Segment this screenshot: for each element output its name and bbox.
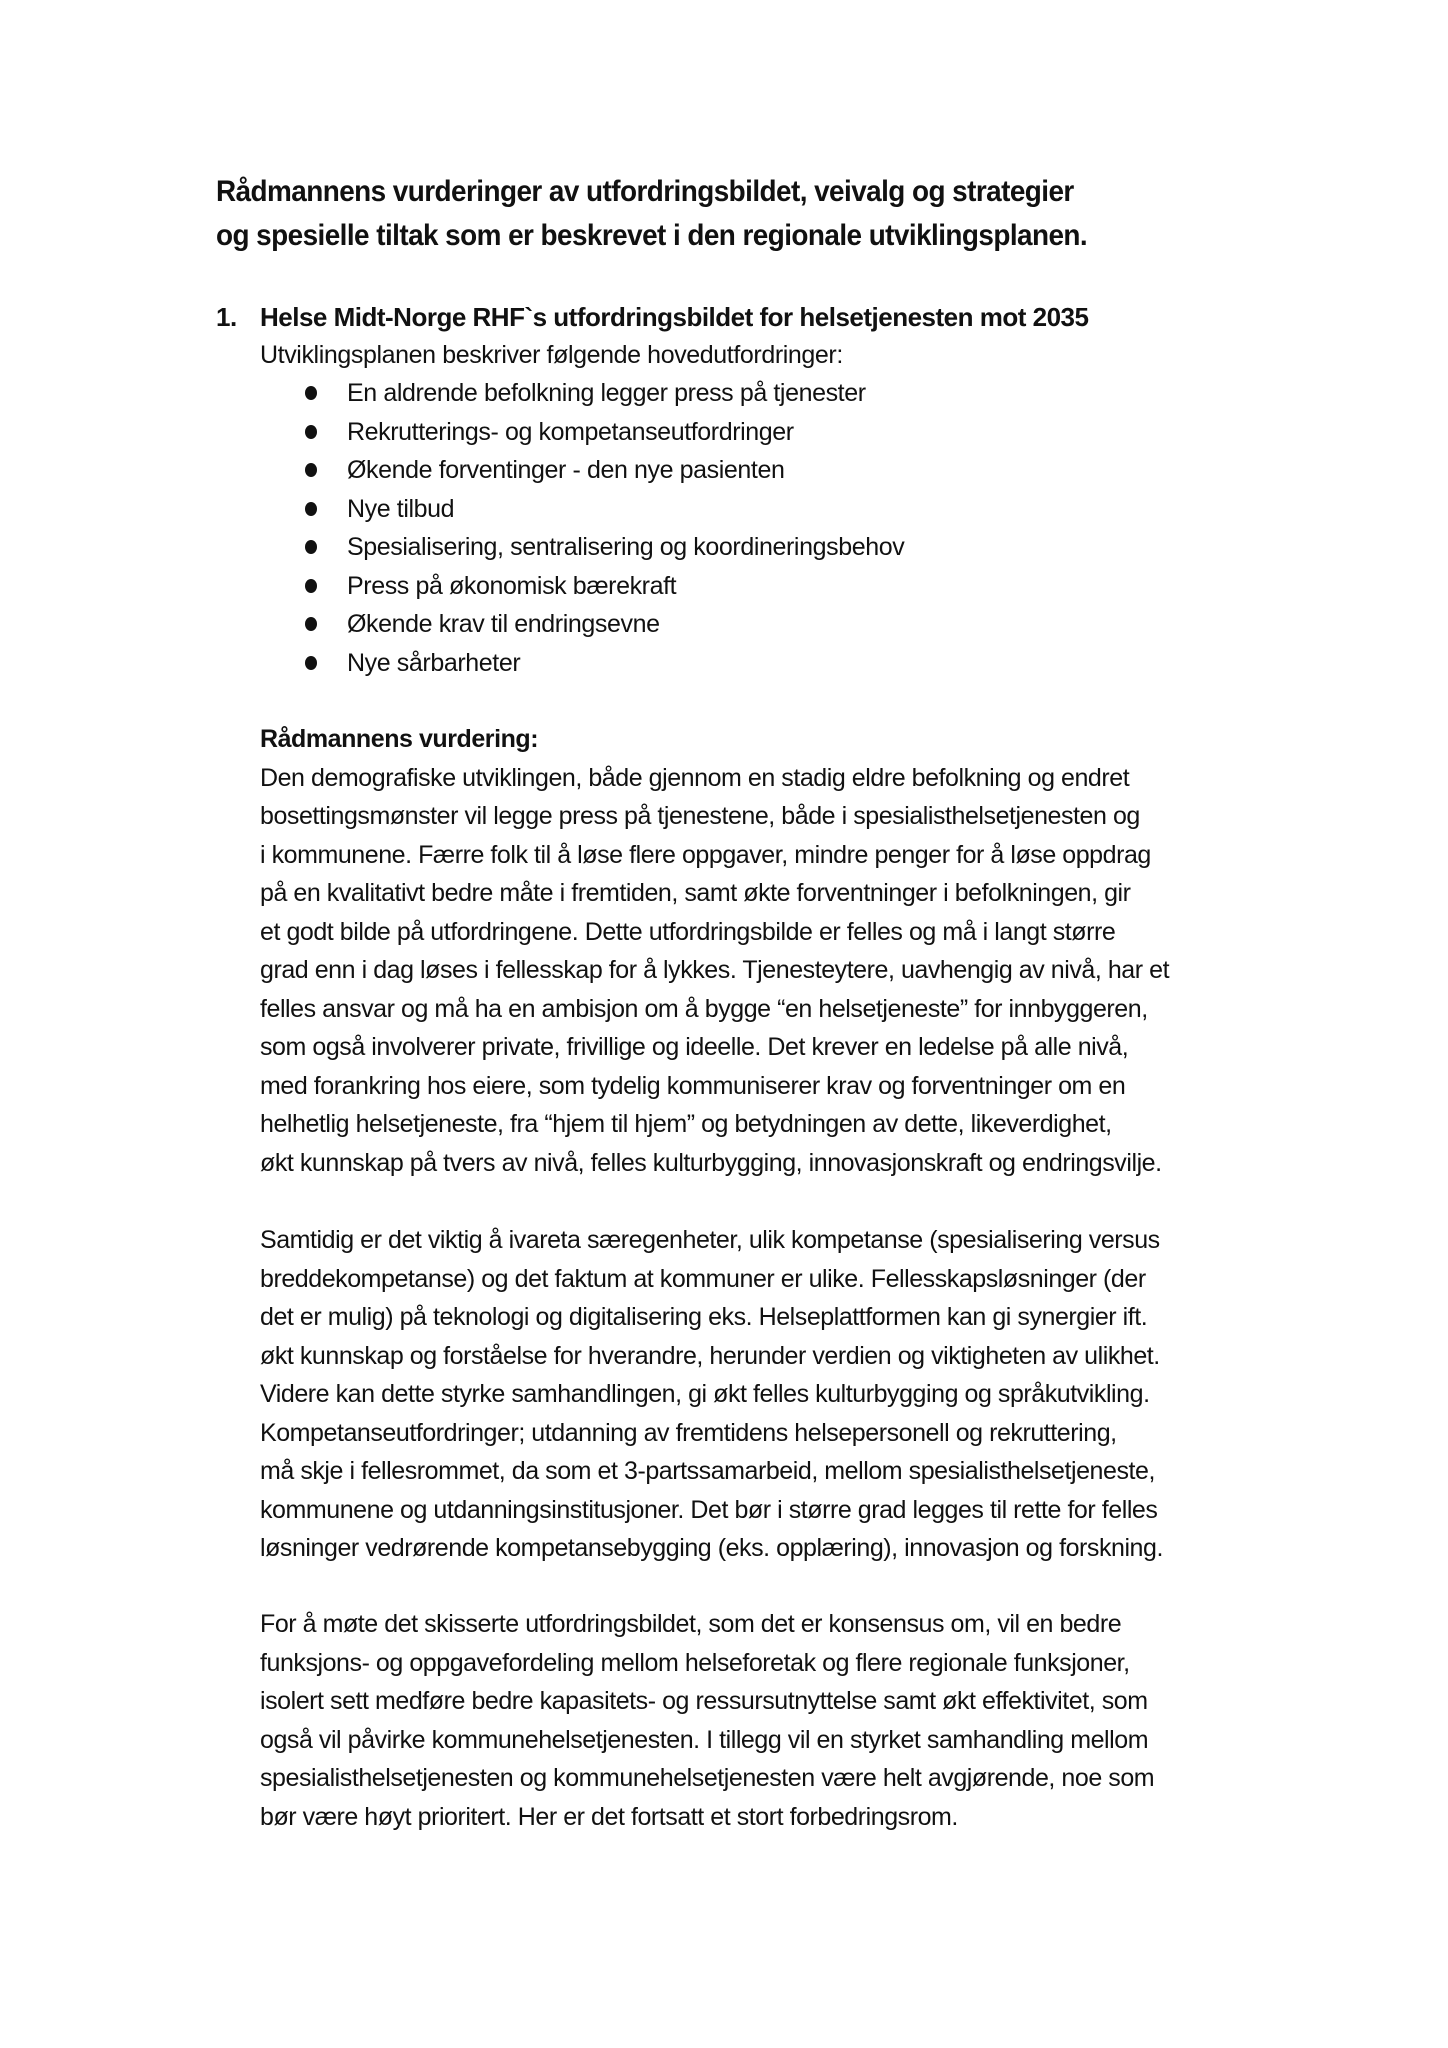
text-line: det er mulig) på teknologi og digitalisering eks. Helseplattformen kan gi synergier ift. <box>260 1303 1148 1331</box>
text-line: med forankring hos eiere, som tydelig kommuniserer krav og forventninger om en <box>260 1071 1126 1100</box>
bullet-icon <box>305 579 317 593</box>
assessment-heading: Rådmannens vurdering: <box>260 725 539 753</box>
title-line: og spesielle tiltak som er beskrevet i den regionale utviklingsplanen. <box>216 219 1088 252</box>
text-line: et godt bilde på utfordringene. Dette utfordringsbilde er felles og må i langt større <box>260 917 1116 946</box>
text-line: bosettingsmønster vil legge press på tjenestene, både i spesialisthelsetjenesten og <box>260 802 1140 830</box>
paragraph-3 <box>260 1605 1320 1836</box>
list-item-text: En aldrende befolkning legger press på tjenester <box>347 379 866 407</box>
bullet-icon <box>305 617 317 631</box>
challenges-list <box>305 374 1316 682</box>
list-item-text: Økende forventinger - den nye pasienten <box>347 456 785 484</box>
section-heading <box>216 298 1316 336</box>
list-item <box>305 567 1316 606</box>
paragraph-1 <box>260 759 1320 1183</box>
text-line: helhetlig helsetjeneste, fra “hjem til hjem” og betydningen av dette, likeverdighet, <box>260 1110 1112 1138</box>
list-item-text: Rekrutterings- og kompetanseutfordringer <box>347 417 794 446</box>
list-item <box>305 528 1316 567</box>
text-line: økt kunnskap og forståelse for hverandre, herunder verdien og viktigheten av ulikhet. <box>260 1341 1160 1370</box>
text-line: som også involverer private, frivillige og ideelle. Det krever en ledelse på alle nivå, <box>260 1033 1129 1061</box>
bullet-icon <box>305 502 317 516</box>
list-item <box>305 490 1316 529</box>
section-heading-text: Helse Midt-Norge RHF`s utfordringsbildet for helsetjenesten mot 2035 <box>260 302 1089 332</box>
text-line: funksjons- og oppgavefordeling mellom helseforetak og flere regionale funksjoner, <box>260 1648 1130 1677</box>
title-line: Rådmannens vurderinger av utfordringsbildet, veivalg og strategier <box>216 175 1074 208</box>
list-item-text: Nye sårbarheter <box>347 648 521 677</box>
text-line: Kompetanseutfordringer; utdanning av fremtidens helsepersonell og rekruttering, <box>260 1418 1117 1447</box>
text-line: For å møte det skisserte utfordringsbildet, som det er konsensus om, vil en bedre <box>260 1610 1122 1638</box>
section-intro: Utviklingsplanen beskriver følgende hovedutfordringer: <box>260 341 843 369</box>
bullet-icon <box>305 656 317 670</box>
text-line: Videre kan dette styrke samhandlingen, gi økt felles kulturbygging og språkutvikling. <box>260 1380 1150 1408</box>
text-line: Samtidig er det viktig å ivareta særegenheter, ulik kompetanse (spesialisering versus <box>260 1226 1160 1254</box>
list-item <box>305 605 1316 644</box>
text-line: kommunene og utdanningsinstitusjoner. Det bør i større grad legges til rette for felles <box>260 1495 1158 1524</box>
text-line: på en kvalitativt bedre måte i fremtiden, samt økte forventninger i befolkningen, gir <box>260 879 1131 907</box>
list-item-text: Press på økonomisk bærekraft <box>347 571 677 600</box>
bullet-icon <box>305 425 317 439</box>
bullet-icon <box>305 386 317 400</box>
text-line: må skje i fellesrommet, da som et 3-partssamarbeid, mellom spesialisthelsetjeneste, <box>260 1457 1155 1485</box>
list-item <box>305 644 1316 683</box>
list-item <box>305 451 1316 490</box>
list-item-text: Nye tilbud <box>347 494 455 523</box>
paragraph-2 <box>260 1221 1320 1568</box>
text-line: løsninger vedrørende kompetansebygging (eks. opplæring), innovasjon og forskning. <box>260 1534 1163 1562</box>
list-item <box>305 374 1316 413</box>
text-line: Den demografiske utviklingen, både gjennom en stadig eldre befolkning og endret <box>260 763 1130 792</box>
assessment-block <box>260 720 1320 1182</box>
list-item-text: Spesialisering, sentralisering og koordineringsbehov <box>347 533 905 561</box>
text-line: breddekompetanse) og det faktum at kommuner er ulike. Fellesskapsløsninger (der <box>260 1264 1146 1293</box>
text-line: bør være høyt prioritert. Her er det fortsatt et stort forbedringsrom. <box>260 1802 958 1831</box>
text-line: spesialisthelsetjenesten og kommunehelsetjenesten være helt avgjørende, noe som <box>260 1764 1155 1792</box>
text-line: felles ansvar og må ha en ambisjon om å bygge “en helsetjeneste” for innbyggeren, <box>260 994 1148 1023</box>
text-line: økt kunnskap på tvers av nivå, felles kulturbygging, innovasjonskraft og endringsvilje. <box>260 1148 1162 1177</box>
section-number: 1. <box>216 302 237 332</box>
text-line: også vil påvirke kommunehelsetjenesten. I tillegg vil en styrket samhandling mellom <box>260 1725 1149 1754</box>
list-item-text: Økende krav til endringsevne <box>347 610 660 638</box>
text-line: grad enn i dag løses i fellesskap for å lykkes. Tjenesteytere, uavhengig av nivå, har et <box>260 956 1170 984</box>
list-item <box>305 413 1316 452</box>
document-title <box>216 170 1239 258</box>
bullet-icon <box>305 540 317 554</box>
text-line: i kommunene. Færre folk til å løse flere oppgaver, mindre penger for å løse oppdrag <box>260 840 1151 869</box>
text-line: isolert sett medføre bedre kapasitets- og ressursutnyttelse samt økt effektivitet, som <box>260 1687 1148 1715</box>
bullet-icon <box>305 463 317 477</box>
section-1 <box>216 298 1316 682</box>
